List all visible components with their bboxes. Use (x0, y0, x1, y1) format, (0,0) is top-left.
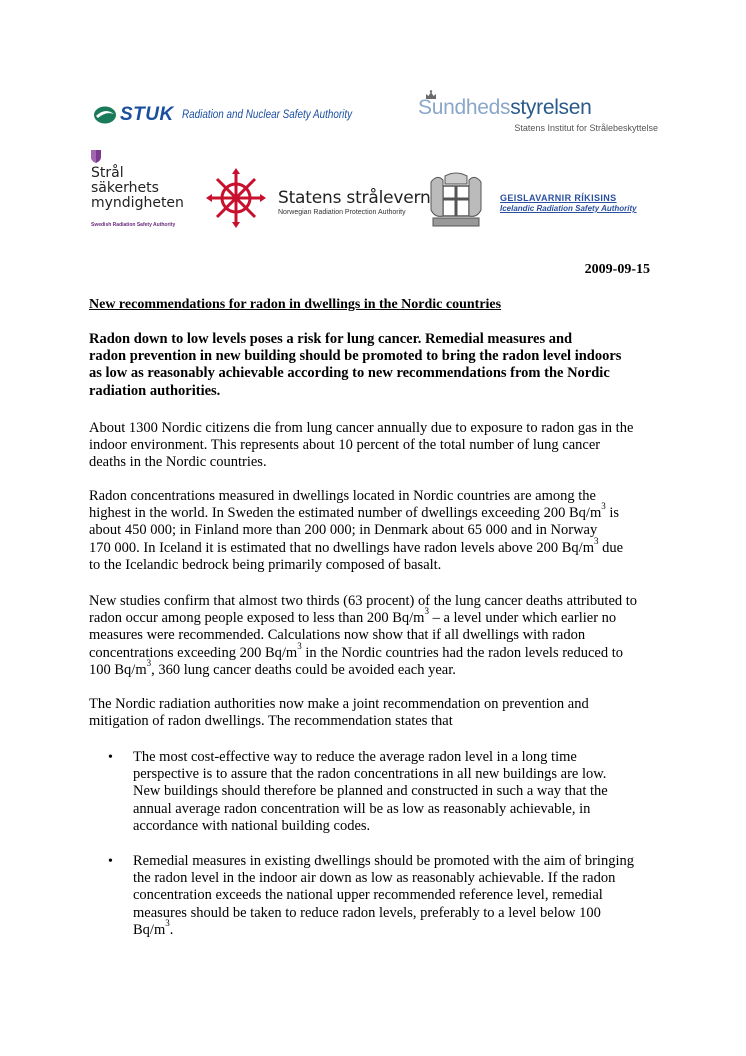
stuk-emblem-icon (93, 105, 117, 125)
bullet-text: The most cost-effective way to reduce the average radon level in a long time perspective is to assure that the radon concentrations in all new buildings are low. New buildings should therefore be planned and constructed in such a way that the annual average radon concentration will be as low as reasonably achievable, in accordance with national building codes. (133, 749, 608, 834)
lead-paragraph: Radon down to low levels poses a risk for lung cancer. Remedial measures and radon prevention in new building should be promoted to bring the radon level indoors as low as reasonably achievable according to new recommendations from the Nordic radiation authorities. (89, 331, 622, 399)
paragraph-3: New studies confirm that almost two thirds (63 procent) of the lung cancer deaths attributed to radon occur among people exposed to less than 200 $Bq/m^3$ – a level under which earlier no measures were recommended. Calculations now show that if all dwellings with radon concentrations exceeding 200 $Bq/m^3$ in the Nordic countries had the radon levels reduced to 100 $Bq/m^3$, 360 lung cancer deaths could be avoided each year. (89, 593, 638, 678)
nrpa-name: Statens strålevern (278, 188, 431, 208)
geislavarnir-name: GEISLAVARNIR RÍKISINS (500, 193, 617, 203)
stuk-name: STUK (120, 104, 174, 125)
geislavarnir-logo (427, 172, 657, 228)
geislavarnir-subtitle: Icelandic Radiation Safety Authority (500, 204, 637, 213)
ssm-name: Strål säkerhets myndigheten (91, 165, 184, 211)
bullet-icon: • (108, 854, 113, 869)
ssm-logo (91, 150, 196, 230)
bullet-text: Remedial measures in existing dwellings should be promoted with the aim of bringing the radon level in the indoor air down as low as reasonably achievable. If the radon concentration exceeds the national upper recommended reference level, remedial measures should be taken to reduce radon levels, preferably to a level below 100 $Bq/m^3$. (133, 853, 634, 938)
paragraph-1: About 1300 Nordic citizens die from lung cancer annually due to exposure to radon gas in the indoor environment. This represents about 10 percent of the total number of lung cancer deaths in the Nordic countries. (89, 420, 634, 471)
document-date: 2009-09-15 (584, 262, 650, 277)
paragraph-2: Radon concentrations measured in dwellings located in Nordic countries are among the highest in the world. In Sweden the estimated number of dwellings exceeding 200 $Bq/m^3$ is about 450 000; in Finland more than 200 000; in Denmark about 65 000 and in Norway 170 000. In Iceland it is estimated that no dwellings have radon levels above 200 $Bq/m^3$ due to the Icelandic bedrock being primarily composed of basalt. (89, 488, 624, 573)
sundhedsstyrelsen-logo (418, 90, 658, 136)
iceland-crest-icon (427, 172, 485, 228)
radiation-sun-icon (203, 168, 269, 228)
sundhedsstyrelsen-subtitle: Statens Institut for Strålebeskyttelse (514, 123, 658, 133)
nrpa-subtitle: Norwegian Radiation Protection Authority (278, 209, 406, 216)
bullet-item-2 (108, 853, 668, 948)
sundhedsstyrelsen-name: Sundhedsstyrelsen (418, 96, 592, 119)
ssm-subtitle: Swedish Radiation Safety Authority (91, 222, 176, 228)
nrpa-logo (203, 168, 431, 230)
bullet-icon: • (108, 750, 113, 765)
shield-icon (91, 150, 101, 163)
bullet-item-1 (108, 749, 668, 839)
stuk-logo (93, 104, 379, 126)
stuk-tagline: Radiation and Nuclear Safety Authority (181, 109, 352, 121)
paragraph-4: The Nordic radiation authorities now make a joint recommendation on prevention and mitigation of radon dwellings. The recommendation states that (89, 696, 589, 730)
document-title: New recommendations for radon in dwellings in the Nordic countries (89, 297, 502, 312)
